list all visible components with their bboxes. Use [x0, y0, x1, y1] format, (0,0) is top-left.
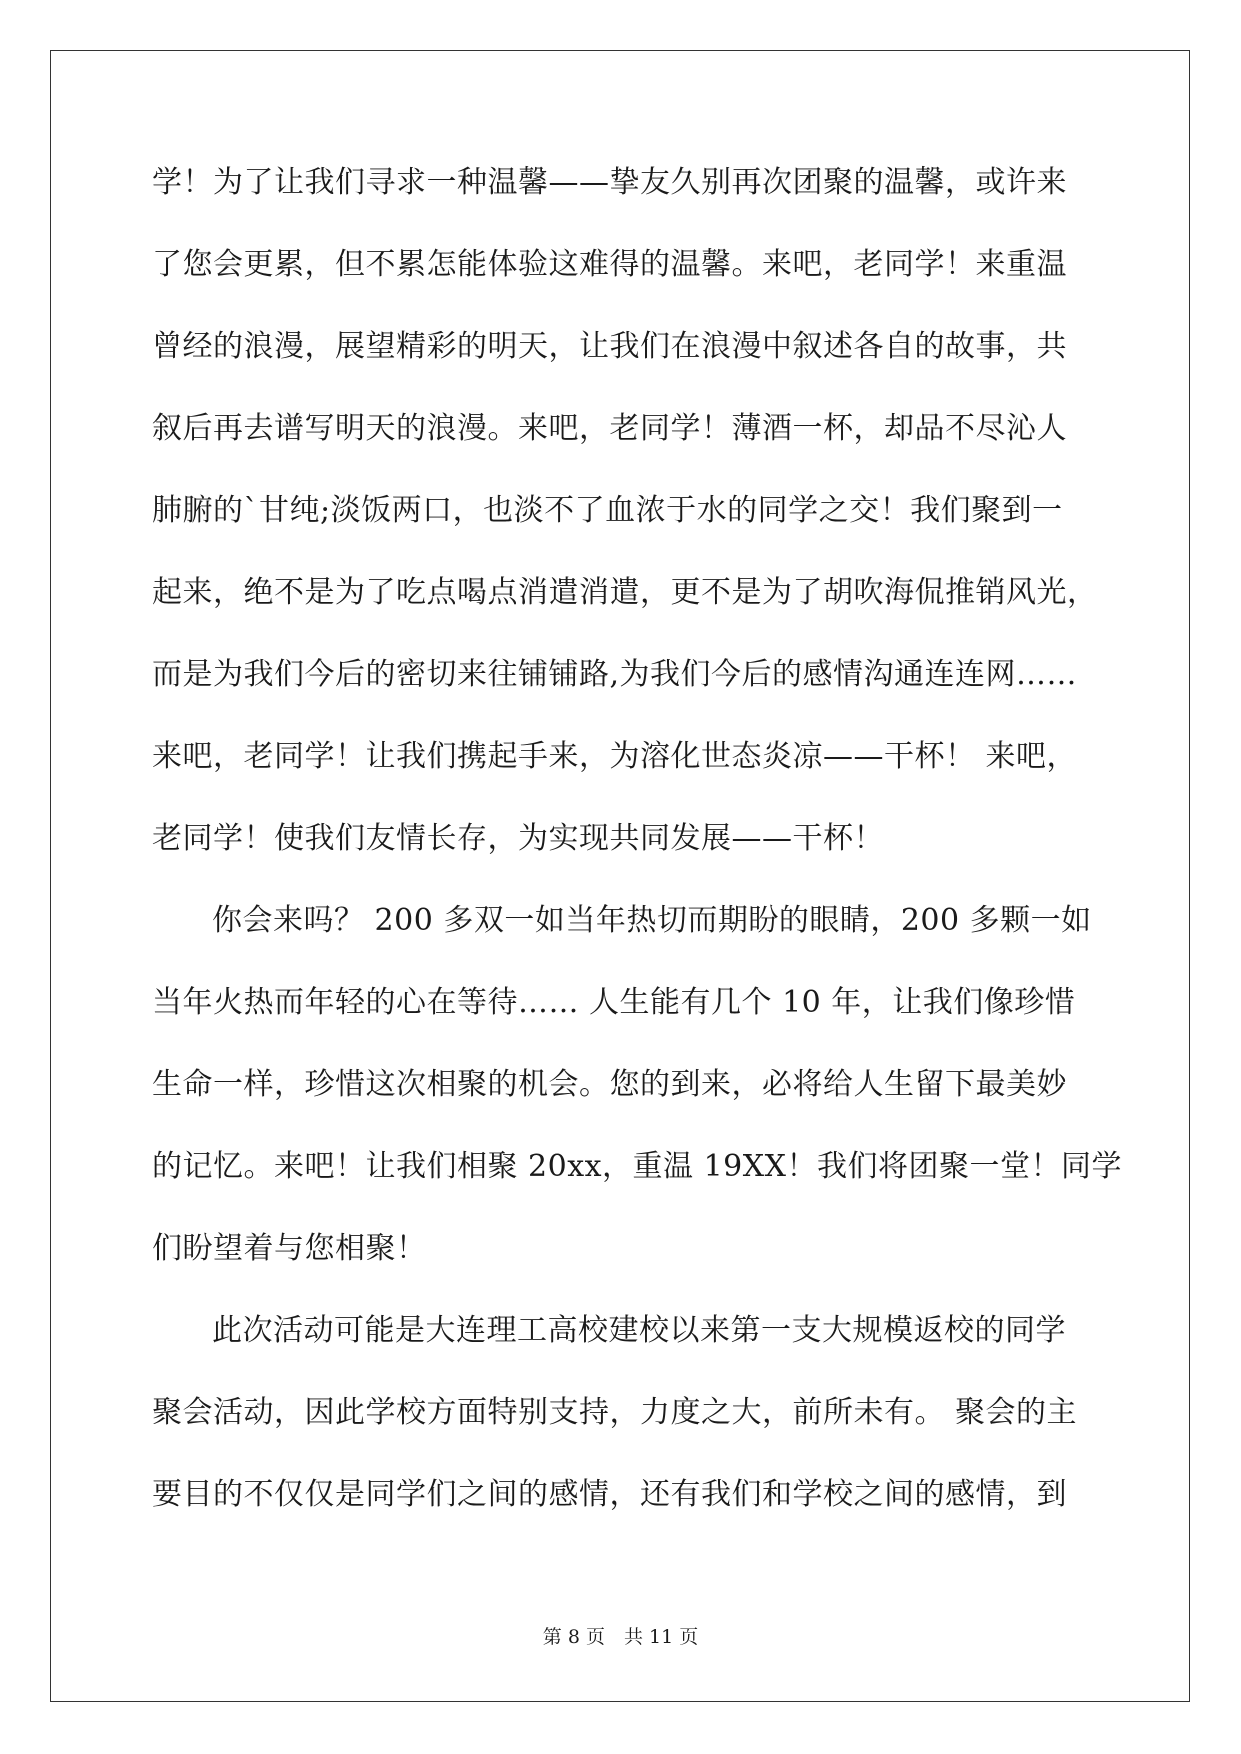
text-line: 要目的不仅仅是同学们之间的感情，还有我们和学校之间的感情，到 [152, 1477, 1067, 1512]
page-number-footer [0, 1622, 1241, 1649]
text-line: 曾经的浪漫，展望精彩的明天，让我们在浪漫中叙述各自的故事，共 [152, 329, 1067, 364]
text-line: 了您会更累，但不累怎能体验这难得的温馨。来吧，老同学！来重温 [152, 247, 1067, 282]
text-line: 肺腑的`甘纯;淡饭两口，也淡不了血浓于水的同学之交！我们聚到一 [152, 493, 1063, 528]
document-body [152, 162, 1122, 1556]
text-line: 当年火热而年轻的心在等待…… 人生能有几个 10 年，让我们像珍惜 [152, 985, 1076, 1020]
page-number-label: 第 8 页 共 11 页 [542, 1626, 699, 1648]
text-line: 叙后再去谱写明天的浪漫。来吧，老同学！薄酒一杯，却品不尽沁人 [152, 411, 1067, 446]
text-line: 老同学！使我们友情长存，为实现共同发展——干杯！ [152, 821, 884, 856]
text-line: 聚会活动，因此学校方面特别支持，力度之大，前所未有。 聚会的主 [152, 1395, 1078, 1430]
text-line: 来吧，老同学！让我们携起手来，为溶化世态炎凉——干杯！ 来吧， [152, 739, 1078, 774]
text-line: 的记忆。来吧！让我们相聚 20xx，重温 19XX！我们将团聚一堂！同学 [152, 1149, 1122, 1184]
text-line: 学！为了让我们寻求一种温馨——挚友久别再次团聚的温馨，或许来 [152, 165, 1067, 200]
text-line: 起来，绝不是为了吃点喝点消遣消遣，更不是为了胡吹海侃推销风光， [152, 575, 1098, 610]
text-line: 们盼望着与您相聚！ [152, 1231, 427, 1266]
text-line: 而是为我们今后的密切来往铺铺路,为我们今后的感情沟通连连网…… [152, 657, 1078, 692]
text-line: 生命一样，珍惜这次相聚的机会。您的到来，必将给人生留下最美妙 [152, 1067, 1067, 1102]
paragraph-start-line: 你会来吗？ 200 多双一如当年热切而期盼的眼睛，200 多颗一如 [212, 903, 1092, 938]
paragraph-start-line: 此次活动可能是大连理工高校建校以来第一支大规模返校的同学 [212, 1313, 1066, 1348]
